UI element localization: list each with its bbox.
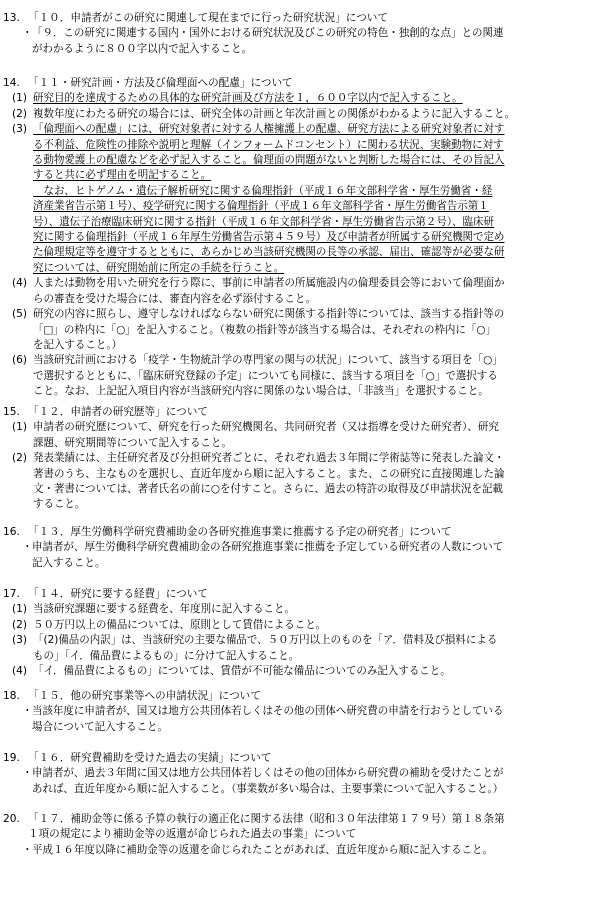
bullet-marker: ・ — [22, 843, 33, 856]
section-heading — [0, 689, 600, 704]
section-title: 「１６．研究費補助を受けた過去の実績」について — [28, 752, 272, 764]
text-line: 平成１６年度以降に補助金等の返還を命じられたことがあれば、直近年度から順に記入すること。 — [32, 843, 493, 856]
text-line: 場合について記入すること。 — [32, 720, 169, 733]
section-19 — [0, 751, 600, 797]
item-number: (1) — [12, 92, 28, 105]
text-line: 申請者が、過去３年間に国又は地方公共団体若しくはその他の団体から研究費の補助を受けたことが — [32, 767, 504, 780]
section-heading — [0, 812, 600, 827]
section-number: 19. — [3, 752, 20, 764]
text-line: らの審査を受けた場合には、審査内容を必ず添付すること。 — [33, 292, 316, 305]
item-number: (1) — [12, 421, 28, 434]
item-number: (1) — [12, 603, 28, 616]
section-title: 「１０．申請者がこの研究に関連して現在までに行った研究状況」について — [28, 12, 388, 24]
bullet-marker: ・ — [22, 767, 33, 780]
text-line: こと。なお、上記記入項目内容が当該研究内容に関係のない場合は、「非該当」を選択すること。 — [33, 385, 489, 398]
text-line: あれば、直近年度から順に記入すること。（事業数が多い場合は、主要事業について記入すること。） — [32, 782, 504, 795]
text-line: 「倫理面への配慮」には、研究対象者に対する人権擁護上の配慮、研究方法による研究対象者に対す — [33, 123, 505, 136]
list-item — [0, 353, 600, 399]
list-item — [0, 107, 600, 122]
text-line: 複数年度にわたる研究の場合には、研究全体の計画と年次計画との関係がわかるように記入すること。 — [33, 107, 515, 120]
text-line: 研究目的を達成するための具体的な研究計画及び方法を１，６００字以内で記入すること。 — [33, 92, 463, 105]
text-line: なお、ヒトゲノム・遺伝子解析研究に関する倫理指針（平成１６年文部科学省・厚生労働省・経 — [33, 184, 493, 197]
text-line: 「イ．備品費によるもの」については、賃借が不可能な備品についてのみ記入すること。 — [33, 665, 451, 678]
bullet-marker: ・ — [22, 27, 33, 40]
text-line: る不利益、危険性の排除や説明と理解（インフォームドコンセント）に関わる状況、実験動物に対す — [33, 138, 504, 151]
section-number: 16. — [3, 526, 20, 538]
text-line: すること。 — [33, 498, 86, 511]
item-number: (3) — [12, 123, 28, 136]
text-line: 当該研究計画における「疫学・生物統計学の専門家の関与の状況」について、該当する項目を「○」 — [33, 354, 503, 367]
text-line: 記入すること。 — [32, 556, 106, 569]
item-number: (4) — [12, 277, 28, 290]
text-line: 究については、研究開始前に所定の手続を行うこと。 — [33, 261, 285, 274]
list-item — [0, 704, 600, 735]
section-title: 「１２．申請者の研究歴等」について — [28, 406, 208, 418]
section-title: 「１７．補助金等に係る予算の執行の適正化に関する法律（昭和３０年法律第１７９号）第１８条第 — [28, 813, 505, 825]
text-line: 発表業績には、主任研究者及び分担研究者ごとに、それぞれ過去３年間に学術誌等に発表した論文・ — [33, 452, 505, 465]
text-line: 「□」の枠内に「○」を記入すること。（複数の指針等が該当する場合は、それぞれの枠内に「○」 — [33, 323, 496, 336]
text-line: 申請者の研究歴について、研究を行った研究機関名、共同研究者（又は指導を受けた研究者）、研究 — [33, 421, 499, 434]
text-line: 済産業省告示第１号）、疫学研究に関する倫理指針（平成１６年文部科学省・厚生労働省告示第１ — [33, 200, 489, 213]
section-14 — [0, 76, 600, 400]
list-item — [0, 664, 600, 679]
bullet-marker: ・ — [22, 541, 33, 554]
text-line: 申請者が、厚生労働科学研究費補助金の各研究推進事業に推薦を予定している研究者の人数について — [32, 541, 504, 554]
item-number: (2) — [12, 452, 28, 465]
list-item — [0, 766, 600, 797]
section-heading — [0, 525, 600, 540]
section-heading — [0, 11, 600, 26]
text-line: 号）、遺伝子治療臨床研究に関する指針（平成１６年文部科学省・厚生労働省告示第２号）、臨床研 — [33, 215, 494, 228]
section-16 — [0, 525, 600, 571]
bullet-marker: ・ — [22, 705, 33, 718]
text-line: 研究の内容に照らし、遵守しなければならない研究に関係する指針等については、該当する指針等の — [33, 308, 505, 321]
text-line: で選択するとともに、「臨床研究登録の予定」についても同様に、該当する項目を「○」で選択する — [33, 369, 498, 382]
section-number: 15. — [3, 406, 20, 418]
list-item — [0, 26, 600, 57]
section-title: 「１３．厚生労働科学研究費補助金の各研究推進事業に推薦する予定の研究者」について — [28, 526, 452, 538]
item-number: (2) — [12, 618, 28, 631]
section-13 — [0, 11, 600, 57]
section-number: 17. — [3, 588, 20, 600]
section-number: 20. — [3, 813, 20, 825]
list-item — [0, 633, 600, 664]
text-line: 「９．この研究に関連する国内・国外における研究状況及びこの研究の特色・独創的な点」との関連 — [32, 27, 504, 40]
list-item — [0, 307, 600, 353]
item-number: (6) — [12, 354, 28, 367]
section-number: 14. — [3, 77, 20, 89]
section-number: 13. — [3, 12, 20, 24]
text-line: 文・著書については、著者氏名の前に○を付すこと。さらに、過去の特許の取得及び申請状況を記載 — [33, 483, 503, 496]
section-title-line-2: １項の規定により補助金等の返還が命じられた過去の事業」について — [28, 828, 357, 841]
text-line: た倫理規定等を遵守するとともに、あらかじめ当該研究機関の長等の承認、届出、確認等が必要な研 — [33, 246, 505, 259]
text-line: を記入すること。） — [33, 338, 123, 351]
item-number: (2) — [12, 107, 28, 120]
list-item — [0, 451, 600, 513]
item-number: (4) — [12, 665, 28, 678]
text-line: もの」「イ．備品費によるもの」に分けて記入すること。 — [33, 649, 300, 662]
section-15 — [0, 405, 600, 513]
section-heading — [0, 405, 600, 420]
text-line: 当該年度に申請者が、国又は地方公共団体若しくはその他の団体へ研究費の申請を行おうとしている — [32, 705, 504, 718]
section-heading — [0, 751, 600, 766]
text-line: がわかるように８００字以内で記入すること。 — [32, 42, 253, 55]
section-number: 18. — [3, 690, 20, 702]
text-line: 「(2)備品の内訳」は、当該研究の主要な備品で、５０万円以上のものを「ア．借料及び損料による — [33, 634, 498, 647]
text-line: る動物愛護上の配慮などを必ず記入すること。倫理面の問題がないと判断した場合には、その旨記入 — [33, 154, 505, 167]
text-line: 当該研究課題に要する経費を、年度別に記入すること。 — [33, 603, 295, 616]
text-line: 著書のうち、主なものを選択し、直近年度から順に記入すること。また、この研究に直接関連した論 — [33, 467, 505, 480]
text-line: すると共に必ず理由を明記すること。 — [33, 169, 212, 182]
list-item — [0, 602, 600, 617]
list-item — [0, 843, 600, 858]
item-number: (3) — [12, 634, 28, 647]
text-line: 究に関する倫理指針（平成１６年厚生労働省告示第４５９号）及び申請者が所属する研究機関で定め — [33, 231, 505, 244]
section-title: 「１４．研究に要する経費」について — [28, 588, 208, 600]
list-item — [0, 420, 600, 451]
text-line: 人または動物を用いた研究を行う際に、事前に申請者の所属施設内の倫理委員会等において倫理面か — [33, 277, 505, 290]
item-number: (5) — [12, 308, 28, 321]
list-item — [0, 618, 600, 633]
section-heading — [0, 76, 600, 91]
section-title: 「１１・研究計画・方法及び倫理面への配慮」について — [28, 77, 293, 89]
section-heading — [0, 587, 600, 602]
list-item — [0, 122, 600, 276]
list-item — [0, 540, 600, 571]
section-18 — [0, 689, 600, 735]
section-heading-continued — [0, 827, 600, 842]
text-line: ５０万円以上の備品については、原則として賃借によること。 — [33, 618, 327, 631]
text-line: 課題、研究期間等について記入すること。 — [33, 436, 232, 449]
section-17 — [0, 587, 600, 679]
list-item — [0, 276, 600, 307]
section-title: 「１５．他の研究事業等への申請状況」について — [28, 690, 261, 702]
section-20 — [0, 812, 600, 858]
list-item — [0, 91, 600, 106]
